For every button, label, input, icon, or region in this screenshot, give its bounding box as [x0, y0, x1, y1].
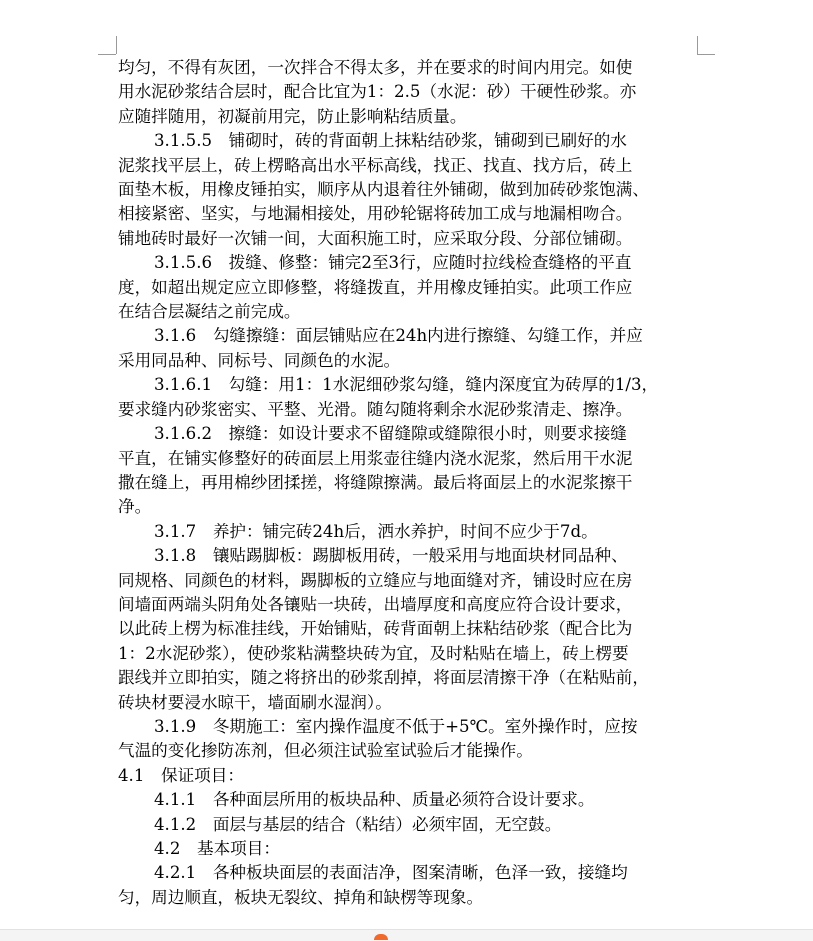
text-line: 相接紧密、坚实，与地漏相接处，用砂轮锯将砖加工成与地漏相吻合。	[118, 204, 633, 224]
text-line: 以此砖上楞为标准挂线，开始铺贴，砖背面朝上抹粘结砂浆（配合比为	[118, 619, 633, 639]
crop-mark-top-right-vertical	[697, 36, 698, 54]
text-line: 3.1.6 勾缝擦缝：面层铺贴应在24h内进行擦缝、勾缝工作，并应	[154, 326, 643, 346]
crop-mark-top-left-horizontal	[98, 54, 116, 55]
text-line: 1：2水泥砂浆），使砂浆粘满整块砖为宜，及时粘贴在墙上，砖上楞要	[118, 643, 629, 663]
text-line: 3.1.8 镶贴踢脚板：踢脚板用砖，一般采用与地面块材同品种、	[154, 546, 628, 566]
text-line: 跟线并立即拍实，随之将挤出的砂浆刮掉，将面层清擦干净（在粘贴前，	[118, 668, 649, 688]
text-line: 度，如超出规定应立即修整，将缝拨直，并用橡皮锤拍实。此项工作应	[118, 277, 633, 297]
text-line: 3.1.9 冬期施工：室内操作温度不低于+5℃。室外操作时，应按	[154, 716, 638, 736]
crop-mark-top-right-horizontal	[697, 54, 715, 55]
section-heading: 4.1 保证项目：	[118, 765, 244, 785]
text-line: 净。	[118, 497, 152, 517]
section-heading: 4.2 基本项目：	[154, 839, 280, 858]
text-line: 4.1.1 各种面层所用的板块品种、质量必须符合设计要求。	[154, 790, 595, 810]
text-line: 3.1.7 养护：铺完砖24h后，洒水养护，时间不应少于7d。	[154, 521, 598, 541]
text-line: 均匀，不得有灰团，一次拌合不得太多，并在要求的时间内用完。如使	[118, 58, 633, 77]
text-line: 平直，在铺实修整好的砖面层上用浆壶往缝内浇水泥浆，然后用干水泥	[118, 448, 633, 468]
text-line: 铺地砖时最好一次铺一间，大面积施工时，应采取分段、分部位铺砌。	[118, 228, 633, 248]
text-line: 4.2.1 各种板块面层的表面洁净，图案清晰，色泽一致，接缝均	[154, 863, 628, 883]
text-line: 在结合层凝结之前完成。	[118, 302, 301, 322]
text-line: 3.1.5.5 铺砌时，砖的背面朝上抹粘结砂浆，铺砌到已刷好的水	[154, 131, 627, 151]
text-line: 匀，周边顺直，板块无裂纹、掉角和缺楞等现象。	[118, 887, 484, 907]
text-line: 4.1.2 面层与基层的结合（粘结）必须牢固，无空鼓。	[154, 814, 562, 834]
text-line: 面垫木板，用橡皮锤拍实，顺序从内退着往外铺砌，做到加砖砂浆饱满、	[118, 180, 649, 200]
text-line: 气温的变化掺防冻剂，但必须注试验室试验后才能操作。	[118, 741, 533, 761]
text-line: 同规格、同颜色的材料，踢脚板的立缝应与地面缝对齐，铺设时应在房	[118, 570, 633, 590]
bottom-edge-bar	[0, 929, 813, 941]
text-line: 间墙面两端头阴角处各镶贴一块砖，出墙厚度和高度应符合设计要求，	[118, 594, 633, 614]
document-body	[118, 56, 700, 910]
text-line: 要求缝内砂浆密实、平整、光滑。随勾随将剩余水泥砂浆清走、擦净。	[118, 399, 633, 419]
text-line: 3.1.6.2 擦缝：如设计要求不留缝隙或缝隙很小时，则要求接缝	[154, 424, 627, 444]
bottom-orange-mark	[374, 934, 388, 940]
text-line: 采用同品种、同标号、同颜色的水泥。	[118, 350, 401, 370]
text-line: 应随拌随用，初凝前用完，防止影响粘结质量。	[118, 106, 467, 126]
text-line: 撒在缝上，再用棉纱团揉搓，将缝隙擦满。最后将面层上的水泥浆擦干	[118, 472, 633, 492]
text-line: 用水泥砂浆结合层时，配合比宜为1：2.5（水泥：砂）干硬性砂浆。亦	[118, 82, 637, 102]
text-line: 3.1.5.6 拨缝、修整：铺完2至3行，应随时拉线检查缝格的平直	[154, 253, 632, 273]
crop-mark-top-left-vertical	[116, 36, 117, 54]
text-line: 3.1.6.1 勾缝：用1：1水泥细砂浆勾缝，缝内深度宜为砖厚的1/3，	[154, 375, 659, 395]
text-line: 泥浆找平层上，砖上楞略高出水平标高线，找正、找直、找方后，砖上	[118, 155, 633, 175]
text-line: 砖块材要浸水晾干，墙面刷水湿润）。	[118, 692, 392, 712]
